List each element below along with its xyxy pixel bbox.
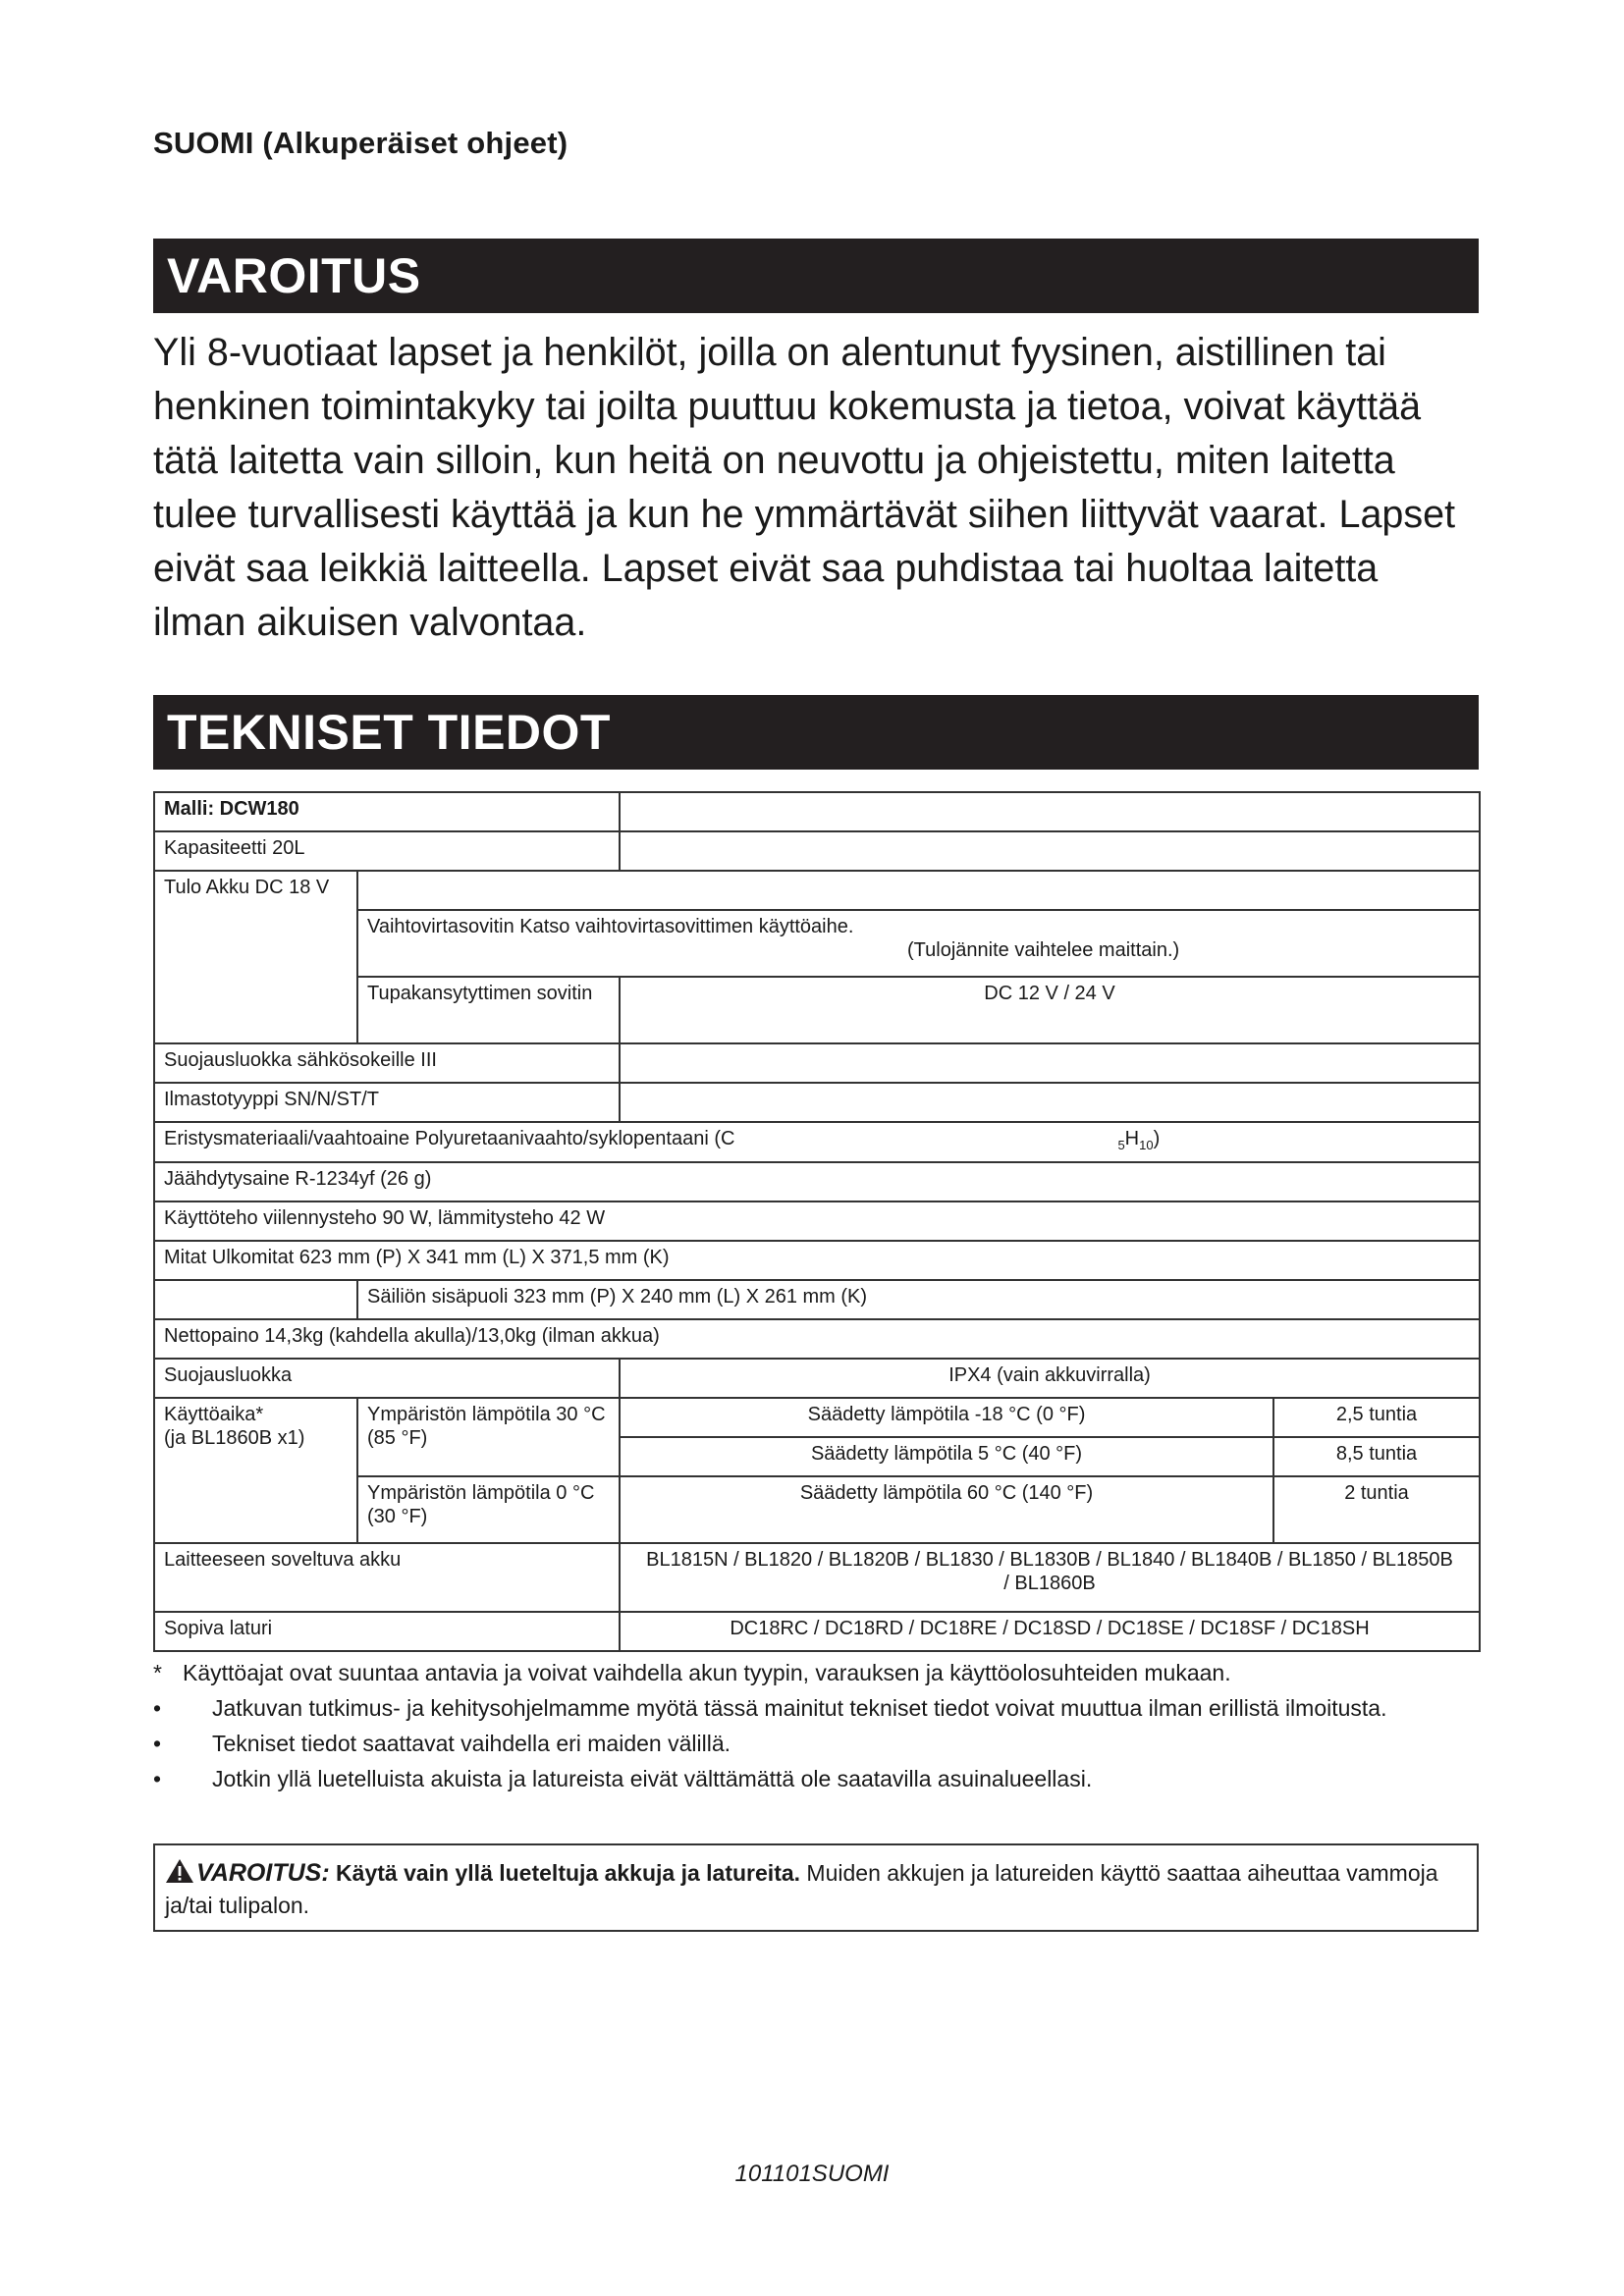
list-item: • Tekniset tiedot saattavat vaihdella eri maiden välillä. xyxy=(153,1731,731,1756)
caution-text: Muiden akkujen ja latureiden käyttö saattaa aiheuttaa vammoja ja/tai tulipalon. xyxy=(165,1860,1438,1918)
capacity-cell: Kapasiteetti 20L xyxy=(154,831,620,871)
cigarette-adapter-value: DC 12 V / 24 V xyxy=(620,977,1480,1043)
ambient-0-cell: Ympäristön lämpötila 0 °C (30 °F) xyxy=(357,1476,620,1543)
table-row xyxy=(154,1043,1480,1083)
table-row xyxy=(154,1398,1480,1437)
caution-bold-text: Käytä vain yllä lueteltuja akkuja ja latureita. xyxy=(336,1860,801,1886)
ambient-30-cell: Ympäristön lämpötila 30 °C (85 °F) xyxy=(357,1398,620,1476)
warning-banner: VAROITUS xyxy=(153,239,1479,313)
climate-type-cell: Ilmastotyyppi SN/N/ST/T xyxy=(154,1083,620,1122)
warning-triangle-icon xyxy=(165,1858,194,1891)
runtime-time-cell: 8,5 tuntia xyxy=(1273,1437,1480,1476)
runtime-setting-cell: Säädetty lämpötila 60 °C (140 °F) xyxy=(620,1476,1273,1543)
table-row xyxy=(154,1543,1480,1612)
power-cell: Käyttöteho viilennysteho 90 W, lämmitysteho 42 W xyxy=(154,1201,1480,1241)
page-language-title: SUOMI (Alkuperäiset ohjeet) xyxy=(153,126,568,160)
caution-box xyxy=(153,1843,1479,1932)
insulation-text: Eristysmateriaali/vaahtoaine Polyuretaanivaahto/syklopentaani (C xyxy=(164,1128,735,1149)
table-row xyxy=(154,792,1480,831)
runtime-time-cell: 2 tuntia xyxy=(1273,1476,1480,1543)
model-cell: Malli: DCW180 xyxy=(154,792,620,831)
table-row xyxy=(154,1162,1480,1201)
table-row xyxy=(154,1359,1480,1398)
dimensions-outer-cell: Mitat Ulkomitat 623 mm (P) X 341 mm (L) X 371,5 mm (K) xyxy=(154,1241,1480,1280)
ip-label-cell: Suojausluokka xyxy=(154,1359,620,1398)
ac-adapter-note: (Tulojännite vaihtelee maittain.) xyxy=(907,939,1180,961)
input-label-cell: Tulo Akku DC 18 V xyxy=(154,871,357,1043)
ip-value-cell: IPX4 (vain akkuvirralla) xyxy=(620,1359,1480,1398)
warning-text: Yli 8-vuotiaat lapset ja henkilöt, joilla on alentunut fyysinen, aistillinen tai henkinen toimintakyky tai joilta puuttuu kokemusta ja tietoa, voivat käyttää tätä laitetta vain silloin, kun heitä on neuvottu ja ohjeistettu, miten laitetta tulee turvallisesti käyttää ja kun he ymmärtävät siihen liittyvät vaarat. Lapset eivät saa leikkiä laitteella. Lapset eivät saa puhdistaa tai huoltaa laitetta ilman aikuisen valvontaa. xyxy=(153,331,1456,644)
list-item: • Jotkin yllä luetelluista akuista ja latureista eivät välttämättä ole saatavilla asuinalueellasi. xyxy=(153,1766,1093,1791)
net-weight-cell: Nettopaino 14,3kg (kahdella akulla)/13,0kg (ilman akkua) xyxy=(154,1319,1480,1359)
table-row xyxy=(154,1122,1480,1162)
table-row xyxy=(154,1241,1480,1280)
table-row xyxy=(154,1083,1480,1122)
cigarette-adapter-label: Tupakansytyttimen sovitin xyxy=(357,977,620,1043)
protection-class-cell: Suojausluokka sähkösokeille III xyxy=(154,1043,620,1083)
table-row xyxy=(154,1612,1480,1651)
insulation-cell: Eristysmateriaali/vaahtoaine Polyuretaanivaahto/syklopentaani (C $_5H_{10}$) xyxy=(154,1122,1480,1162)
list-item: * Käyttöajat ovat suuntaa antavia ja voivat vaihdella akun tyypin, varauksen ja käyttöolosuhteiden mukaan. xyxy=(153,1660,1231,1685)
runtime-label-cell: Käyttöaika* (ja BL1860B x1) xyxy=(154,1398,357,1543)
ac-adapter-text: Vaihtovirtasovitin Katso vaihtovirtasovittimen käyttöaihe. xyxy=(367,916,854,937)
charger-value-cell: DC18RC / DC18RD / DC18RE / DC18SD / DC18SE / DC18SF / DC18SH xyxy=(620,1612,1480,1651)
runtime-setting-cell: Säädetty lämpötila -18 °C (0 °F) xyxy=(620,1398,1273,1437)
notes-list xyxy=(153,1659,1479,1800)
ac-adapter-cell xyxy=(357,910,1480,977)
refrigerant-cell: Jäähdytysaine R-1234yf (26 g) xyxy=(154,1162,1480,1201)
table-row xyxy=(154,1201,1480,1241)
table-row xyxy=(154,871,1480,910)
battery-value-cell: BL1815N / BL1820 / BL1820B / BL1830 / BL1830B / BL1840 / BL1840B / BL1850 / BL1850B / BL1860B xyxy=(620,1543,1480,1612)
table-row xyxy=(154,1319,1480,1359)
page-footer-code: 101101SUOMI xyxy=(734,2161,890,2187)
table-row xyxy=(154,1280,1480,1319)
specifications-table xyxy=(153,791,1481,1652)
dimensions-inner-cell: Säiliön sisäpuoli 323 mm (P) X 240 mm (L) X 261 mm (K) xyxy=(357,1280,1480,1319)
runtime-time-cell: 2,5 tuntia xyxy=(1273,1398,1480,1437)
charger-label-cell: Sopiva laturi xyxy=(154,1612,620,1651)
caution-label: VAROITUS: xyxy=(196,1859,330,1887)
list-item: • Jatkuvan tutkimus- ja kehitysohjelmamme myötä tässä mainitut tekniset tiedot voivat muuttua ilman erillistä ilmoitusta. xyxy=(153,1695,1387,1721)
table-row xyxy=(154,831,1480,871)
specifications-banner: TEKNISET TIEDOT xyxy=(153,695,1479,770)
runtime-setting-cell: Säädetty lämpötila 5 °C (40 °F) xyxy=(620,1437,1273,1476)
battery-label-cell: Laitteeseen soveltuva akku xyxy=(154,1543,620,1612)
